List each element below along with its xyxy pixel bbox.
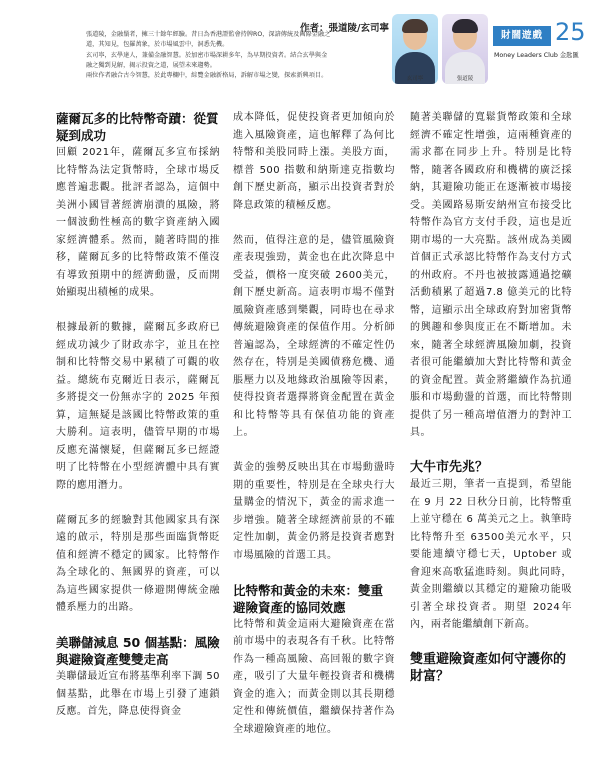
paragraph: 美聯儲最近宣布將基準利率下調 50個基點，此舉在市場上引發了連鎖反應。首先，降息使得資金	[56, 671, 220, 717]
section-heading: 大牛市先兆？	[410, 460, 489, 475]
section-heading: 雙重避險資產如何守護你的財富？	[410, 652, 567, 684]
section-heading: 美聯儲減息 50 個基點：風險與避險資產雙雙走高	[56, 635, 220, 667]
paragraph: 比特幣和黃金這兩大避險資產在當前市場中的表現各有千秋。比特幣作為一種高風險、高回報的數字資產，吸引了大量年輕投資者和機構資金的進入；而黃金則以其長期穩定性和傳統價值，繼續保持著作為全球避險資產的地位。	[233, 618, 395, 735]
column-1	[56, 109, 220, 738]
avatar-left	[392, 14, 438, 84]
section-heading: 比特幣和黃金的未來：雙重避險資產的協同效應	[233, 582, 384, 615]
club-name: Money Leaders Club 金匙匯	[494, 52, 579, 59]
paragraph: 成本降低，促使投資者更加傾向於進入風險資產，這也解釋了為何比特幣和美股同時上漲。美股方面，標普 500 指數和納斯達克指數均創下歷史新高，顯示出投資者對於降息政策的積極反應。	[233, 112, 395, 211]
author-bio	[86, 30, 391, 81]
authors-line: 作者：張道陵/玄司寧	[300, 23, 389, 34]
paragraph: 根據最新的數據，薩爾瓦多政府已經成功減少了財政赤字，並且在控制和比特幣交易中累積了可觀的收益。總統布克爾近日表示，薩爾瓦多將提交一份無赤字的 2025 年預算，這無疑是該國比特幣政策的重大勝利。這表明，儘管早期的市場反應充滿懷疑，但薩爾瓦多已經證明了比特幣在小型經濟體中具有實際的應用潛力。	[56, 322, 220, 491]
column-3	[410, 109, 572, 685]
avatar-left-name: 玄司寧	[406, 76, 424, 82]
section-heading: 薩爾瓦多的比特幣奇蹟：從質疑到成功	[56, 111, 219, 143]
bio-line: 道，其知見，包羅萬象，於市場風雲中，洞悉先機。	[86, 41, 229, 49]
bio-line: 融之獨到見解，揭示投資之道，展望未來趨勢。	[86, 61, 216, 69]
bio-line: 張道陵，金融鬚者，擁三十餘年經驗。昔日為香港證監會持牌RO，深諳傳統及國際金融之	[86, 31, 331, 38]
avatar-hair	[402, 19, 428, 33]
paragraph: 薩爾瓦多的經驗對其他國家具有深遠的啟示，特別是那些面臨貨幣貶值和經濟不穩定的國家。比特幣作為全球化的、無國界的資產，可以為這些國家提供一條避開傳統金融體系壓力的出路。	[56, 514, 220, 613]
avatar-right	[442, 14, 488, 84]
page-number: 25	[555, 18, 586, 46]
section-label: 財闊遊戲	[493, 26, 551, 46]
bio-line: 兩位作者融合古今智慧，於此專欄中，綜覽金融新格局，訴解市場之變，探索新興項目。	[86, 72, 328, 80]
author-avatars	[392, 14, 488, 84]
page-header	[0, 0, 612, 96]
column-2	[233, 109, 395, 756]
paragraph: 然而，值得注意的是，儘管風險資產表現強勁，黃金也在此次降息中受益，價格一度突破 2600美元，創下歷史新高。這表明市場不僅對風險資產感到樂觀，同時也在尋求傳統避險資產的保值作用。分析師普遍認為，全球經濟的不確定性仍然存在，特別是美國債務危機、通脹壓力以及地緣政治風險等因素，使得投資者選擇將資金配置在黃金和比特幣等具有保值功能的資產上。	[233, 234, 395, 438]
bio-line: 玄司寧，玄學達人，兼備金融智慧。於加密市場深耕多年，為早期投資者。結合玄學與金	[86, 51, 328, 59]
paragraph: 隨著美聯儲的寬鬆貨幣政策和全球經濟不確定性增強，這兩種資產的需求都在同步上升。特別是比特幣，隨著各國政府和機構的廣泛採納，其避險功能正在逐漸被市場接受。美國路易斯安納州宣布接受比特幣作為官方支付手段，這也是近期市場的一大亮點。該州成為美國首個正式承認比特幣作為支付方式的州政府。不丹也被披露通過挖礦活動積累了超過7.8 億美元的比特幣，這顯示出全球政府對加密貨幣的興趣和參與度正在不斷增加。未來，隨著全球經濟風險加劇，投資者很可能繼續加大對比特幣和黃金的資金配置。黃金將繼續作為抗通脹和市場動盪的首選，而比特幣則提供了另一種高增值潛力的對沖工具。	[410, 112, 572, 438]
paragraph: 最近三期，筆者一直提到，希望能在 9 月 22 日秋分日前，比特幣重上並守穩在 6 萬美元之上。執筆時比特幣升至 63500美元水平，只要能連續守穩七天，Uptober 或會迎來高歌猛進時刻。與此同時，黃金則繼續以其穩定的避險功能吸引著全球投資者。期望 2024年內，兩者能繼續創下新高。	[410, 479, 572, 630]
avatar-hair	[452, 19, 478, 33]
paragraph: 回顧 2021年，薩爾瓦多宣布採納比特幣為法定貨幣時，全球市場反應普遍悲觀。批評者認為，這個中美洲小國冒著經濟崩潰的風險，將一個波動性極高的數字資產納入國家經濟體系。然而，隨著時間的推移，薩爾瓦多的比特幣政策不僅沒有導致預期中的經濟動盪，反而開始顯現出積極的成果。	[56, 147, 220, 298]
avatar-right-name: 張道陵	[456, 76, 474, 82]
paragraph: 黃金的強勢反映出其在市場動盪時期的重要性，特別是在全球央行大量購金的情況下，黃金的需求進一步增強。隨著全球經濟前景的不確定性加劇，黃金仍將是投資者應對市場風險的首選工具。	[233, 462, 395, 561]
